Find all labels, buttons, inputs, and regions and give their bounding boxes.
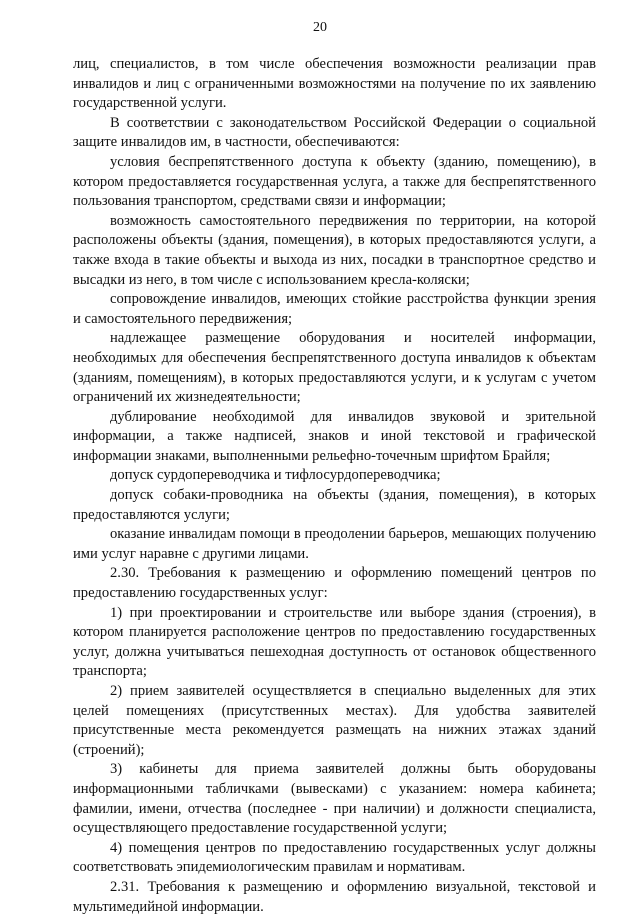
paragraph-legal-basis: В соответствии с законодательством Российской Федерации о социальной защите инвалидов им, в частности, обеспечиваются: bbox=[73, 114, 596, 151]
paragraph-continuation: лиц, специалистов, в том числе обеспечения возможности реализации прав инвалидов и лиц с ограниченными возможностями на получение по их заявлению государственной услуги. bbox=[73, 56, 596, 112]
paragraph-equipment-placement: надлежащее размещение оборудования и носителей информации, необходимых для обеспечения беспрепятственного доступа инвалидов к объектам (зданиям, помещениям), в которых предоставляются услуги, и к услугам с учетом ограничений их жизнедеятельности; bbox=[73, 330, 596, 406]
list-item-4: 4) помещения центров по предоставлению государственных услуг должны соответствовать эпидемиологическим правилам и нормативам. bbox=[73, 839, 596, 876]
paragraph-access-conditions: условия беспрепятственного доступа к объекту (зданию, помещению), в котором предоставляется государственная услуга, а также для беспрепятственного пользования транспортом, средствами связи и информации; bbox=[73, 153, 596, 210]
paragraph-interpreter-access: допуск сурдопереводчика и тифлосурдопереводчика; bbox=[110, 467, 441, 484]
list-item-2: 2) прием заявителей осуществляется в специально выделенных для этих целей помещениях (присутственных местах). Для удобства заявителей присутственные места рекомендуется размещать на нижних этажах зданий (строений); bbox=[73, 683, 596, 758]
page-number: 20 bbox=[313, 20, 327, 35]
section-2-30-heading: 2.30. Требования к размещению и оформлению помещений центров по предоставлению государственных услуг: bbox=[73, 565, 596, 602]
paragraph-guide-dog-access: допуск собаки-проводника на объекты (здания, помещения), в которых предоставляются услуги; bbox=[73, 487, 596, 523]
paragraph-barrier-assistance: оказание инвалидам помощи в преодолении барьеров, мешающих получению ими услуг наравне с другими лицами. bbox=[73, 526, 596, 562]
list-item-1: 1) при проектировании и строительстве или выборе здания (строения), в котором планируется расположение центров по предоставлению государственных услуг, должна учитываться пешеходная доступность от остановок общественного транспорта; bbox=[73, 604, 596, 680]
paragraph-escort: сопровождение инвалидов, имеющих стойкие расстройства функции зрения и самостоятельного передвижения; bbox=[73, 291, 596, 327]
paragraph-independent-movement: возможность самостоятельного передвижения по территории, на которой расположены объекты (здания, помещения), в которых предоставляются услуги, а также входа в такие объекты и выхода из них, посадки в транспортное средство и высадки из него, в том числе с использованием кресла-коляски; bbox=[73, 212, 596, 288]
list-item-3: 3) кабинеты для приема заявителей должны быть оборудованы информационными табличками (вывесками) с указанием: номера кабинета; фамилии, имени, отчества (последнее - при наличии) и должности специалиста, осуществляющего предоставление государственной услуги; bbox=[73, 761, 596, 837]
document-body bbox=[73, 55, 596, 917]
section-2-31-heading: 2.31. Требования к размещению и оформлению визуальной, текстовой и мультимедийной информации. bbox=[73, 878, 596, 915]
paragraph-information-duplication: дублирование необходимой для инвалидов звуковой и зрительной информации, а также надписей, знаков и иной текстовой и графической информации знаками, выполненными рельефно-точечным шрифтом Брайля; bbox=[73, 408, 596, 464]
